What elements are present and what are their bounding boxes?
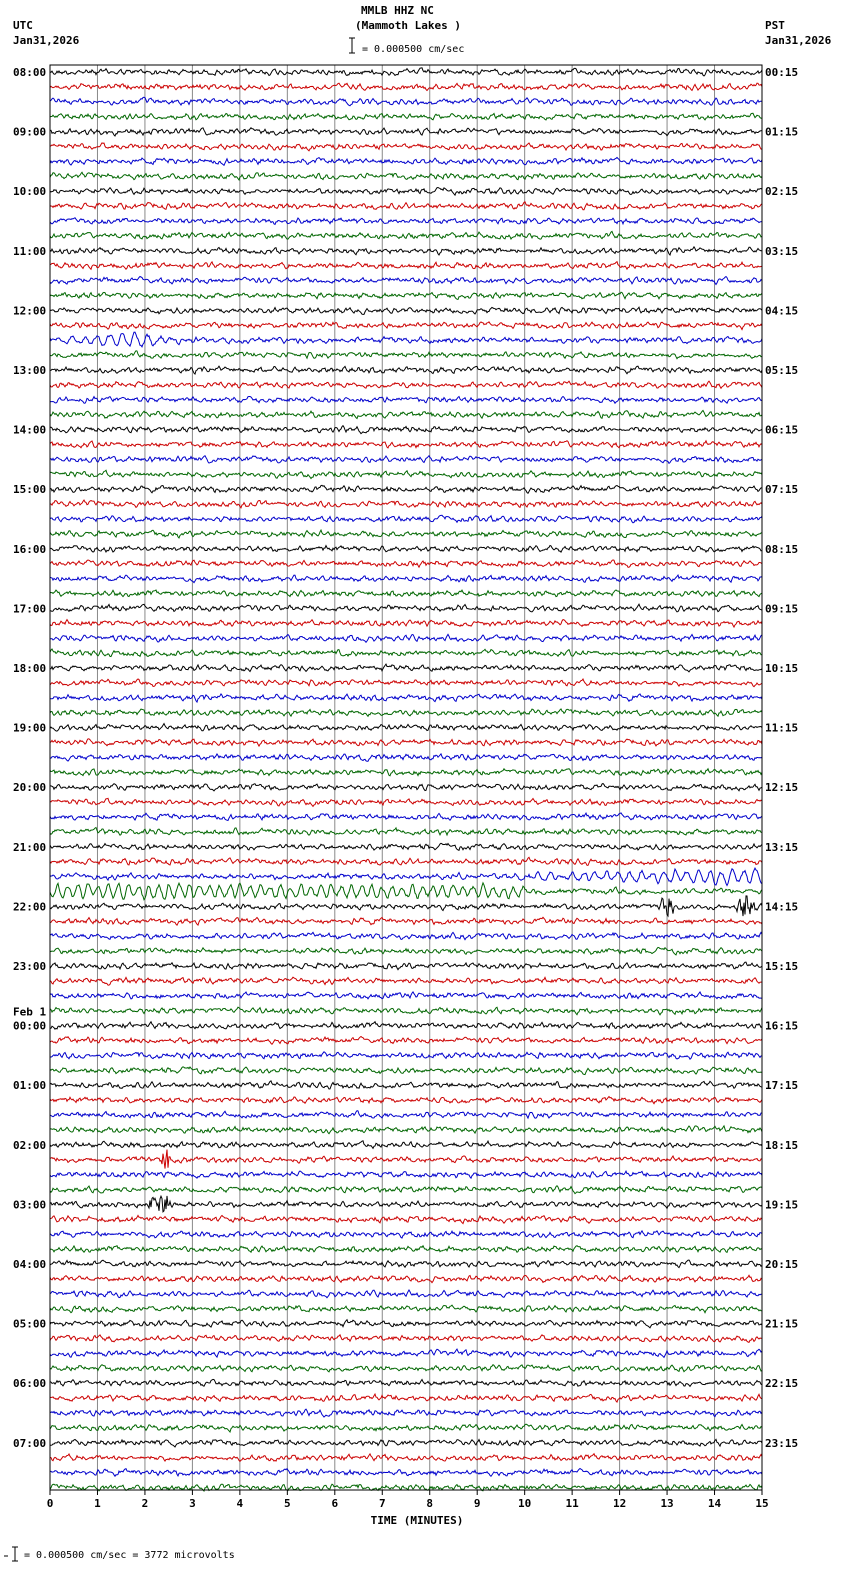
- trace-24: [50, 426, 762, 434]
- pst-label-5: 05:15: [765, 364, 799, 377]
- left-timezone: UTC: [13, 19, 33, 32]
- trace-3: [50, 113, 762, 120]
- x-tick-label-10: 10: [518, 1497, 532, 1510]
- trace-59: [50, 947, 762, 955]
- pst-label-6: 06:15: [765, 423, 799, 437]
- utc-label-22: 06:00: [13, 1377, 47, 1391]
- trace-40: [50, 664, 762, 672]
- trace-84: [50, 1320, 762, 1328]
- trace-91: [50, 1424, 762, 1432]
- trace-63: [50, 1007, 762, 1015]
- pst-label-7: 07:15: [765, 483, 799, 497]
- trace-50: [50, 813, 762, 821]
- trace-85: [50, 1335, 762, 1343]
- trace-82: [50, 1290, 762, 1298]
- trace-23: [50, 411, 762, 419]
- trace-21: [50, 381, 762, 388]
- utc-label-4: 12:00: [13, 304, 47, 318]
- trace-15: [50, 292, 762, 299]
- trace-25: [50, 441, 762, 448]
- utc-label-17: 01:00: [13, 1079, 47, 1093]
- trace-64: [50, 1022, 762, 1029]
- trace-18: [50, 332, 762, 347]
- pst-label-10: 10:15: [765, 662, 799, 675]
- trace-36: [50, 604, 762, 612]
- x-tick-label-12: 12: [612, 1497, 627, 1510]
- trace-88: [50, 1379, 762, 1386]
- trace-56: [50, 896, 762, 916]
- pst-hour-labels: [765, 66, 798, 1450]
- trace-38: [50, 634, 762, 642]
- utc-label-16: 00:00: [13, 1019, 47, 1033]
- utc-label-21: 05:00: [13, 1317, 47, 1331]
- trace-10: [50, 218, 762, 225]
- trace-11: [50, 231, 762, 239]
- trace-5: [50, 143, 762, 151]
- x-tick-label-14: 14: [707, 1497, 722, 1510]
- trace-30: [50, 515, 762, 523]
- trace-92: [50, 1439, 762, 1447]
- pst-label-2: 02:15: [765, 185, 799, 199]
- pst-label-16: 16:15: [765, 1019, 799, 1033]
- pst-label-14: 14:15: [765, 900, 799, 914]
- trace-39: [50, 649, 762, 657]
- trace-4: [50, 128, 762, 136]
- trace-22: [50, 397, 762, 404]
- trace-46: [50, 754, 762, 761]
- trace-6: [50, 158, 762, 166]
- trace-71: [50, 1126, 762, 1134]
- trace-58: [50, 932, 762, 939]
- x-axis-title: TIME (MINUTES): [370, 1514, 464, 1527]
- pst-label-0: 00:15: [765, 66, 799, 79]
- utc-label-18: 02:00: [13, 1138, 47, 1152]
- pst-label-4: 04:15: [765, 304, 799, 318]
- utc-label-19: 03:00: [13, 1198, 47, 1212]
- pst-label-3: 03:15: [765, 244, 799, 258]
- pst-label-19: 19:15: [765, 1198, 799, 1212]
- trace-16: [50, 307, 762, 314]
- utc-label-23: 07:00: [13, 1436, 47, 1450]
- trace-55: [50, 883, 762, 900]
- trace-34: [50, 575, 762, 583]
- trace-41: [50, 679, 762, 687]
- utc-label-6: 14:00: [13, 423, 47, 437]
- trace-79: [50, 1246, 762, 1253]
- utc-label-1: 09:00: [13, 125, 47, 139]
- x-tick-label-11: 11: [565, 1497, 579, 1510]
- trace-83: [50, 1305, 762, 1313]
- trace-60: [50, 962, 762, 970]
- trace-49: [50, 798, 762, 806]
- utc-label-8: 16:00: [13, 542, 47, 556]
- x-tick-label-2: 2: [141, 1497, 149, 1510]
- scale-bar-icon: [349, 38, 355, 53]
- utc-label-0: 08:00: [13, 66, 47, 79]
- utc-hour-labels: [13, 66, 46, 1450]
- trace-51: [50, 828, 762, 836]
- trace-43: [50, 709, 762, 716]
- trace-80: [50, 1260, 762, 1268]
- utc-label-20: 04:00: [13, 1258, 47, 1271]
- station-title: MMLB HHZ NC: [361, 4, 434, 17]
- x-tick-label-15: 15: [755, 1497, 769, 1510]
- trace-53: [50, 857, 762, 865]
- station-location: (Mammoth Lakes ): [355, 19, 461, 32]
- utc-label-15: 23:00: [13, 960, 47, 973]
- pst-label-17: 17:15: [765, 1079, 799, 1093]
- pst-label-12: 12:15: [765, 781, 799, 795]
- trace-20: [50, 366, 762, 374]
- trace-8: [50, 188, 762, 196]
- x-tick-label-1: 1: [94, 1497, 101, 1510]
- trace-14: [50, 277, 762, 285]
- x-tick-label-0: 0: [46, 1497, 54, 1510]
- trace-73: [50, 1150, 762, 1169]
- trace-1: [50, 83, 762, 90]
- trace-69: [50, 1097, 762, 1104]
- trace-76: [50, 1196, 762, 1212]
- x-tick-label-9: 9: [473, 1497, 481, 1510]
- trace-19: [50, 351, 762, 359]
- trace-86: [50, 1349, 762, 1357]
- trace-62: [50, 992, 762, 999]
- trace-70: [50, 1111, 762, 1118]
- trace-37: [50, 620, 762, 627]
- trace-0: [50, 68, 762, 76]
- trace-32: [50, 546, 762, 553]
- utc-label-14: 22:00: [13, 900, 47, 914]
- utc-label-10: 18:00: [13, 662, 47, 675]
- trace-29: [50, 500, 762, 508]
- trace-12: [50, 247, 762, 255]
- trace-13: [50, 262, 762, 270]
- trace-89: [50, 1394, 762, 1402]
- utc-label-5: 13:00: [13, 364, 47, 377]
- utc-label-7: 15:00: [13, 483, 47, 497]
- trace-94: [50, 1469, 762, 1477]
- pst-label-11: 11:15: [765, 721, 799, 735]
- trace-48: [50, 784, 762, 791]
- pst-label-8: 08:15: [765, 542, 799, 556]
- trace-9: [50, 202, 762, 210]
- trace-layer: [50, 68, 762, 1491]
- utc-label-13: 21:00: [13, 840, 47, 854]
- right-timezone: PST: [765, 19, 785, 32]
- trace-44: [50, 724, 762, 732]
- pst-label-9: 09:15: [765, 602, 799, 616]
- left-date: Jan31,2026: [13, 34, 80, 47]
- trace-87: [50, 1365, 762, 1372]
- x-axis: [47, 1490, 769, 1510]
- trace-26: [50, 456, 762, 464]
- trace-61: [50, 977, 762, 985]
- pst-label-1: 01:15: [765, 125, 799, 139]
- trace-35: [50, 590, 762, 597]
- x-tick-label-6: 6: [331, 1497, 339, 1510]
- trace-7: [50, 172, 762, 180]
- right-date: Jan31,2026: [765, 34, 832, 47]
- trace-45: [50, 739, 762, 746]
- x-tick-label-7: 7: [378, 1497, 386, 1510]
- pst-label-18: 18:15: [765, 1138, 799, 1152]
- trace-75: [50, 1186, 762, 1194]
- trace-90: [50, 1409, 762, 1417]
- utc-label-2: 10:00: [13, 185, 47, 199]
- trace-27: [50, 470, 762, 478]
- trace-93: [50, 1454, 762, 1462]
- footer-scale-bar-icon: [4, 1547, 18, 1561]
- trace-42: [50, 694, 762, 702]
- trace-57: [50, 917, 762, 925]
- utc-label-3: 11:00: [13, 244, 47, 258]
- utc-label-11: 19:00: [13, 721, 47, 735]
- trace-31: [50, 530, 762, 538]
- pst-label-23: 23:15: [765, 1436, 799, 1450]
- pst-label-20: 20:15: [765, 1258, 799, 1271]
- trace-65: [50, 1037, 762, 1045]
- footer-scale-text: = 0.000500 cm/sec = 3772 microvolts: [24, 1550, 235, 1561]
- date-change-label: Feb 1: [13, 1005, 47, 1019]
- trace-17: [50, 322, 762, 330]
- pst-label-22: 22:15: [765, 1377, 799, 1391]
- pst-label-13: 13:15: [765, 840, 799, 854]
- trace-67: [50, 1067, 762, 1075]
- trace-2: [50, 97, 762, 106]
- trace-72: [50, 1141, 762, 1149]
- x-tick-label-13: 13: [660, 1497, 674, 1510]
- pst-label-21: 21:15: [765, 1317, 799, 1331]
- trace-81: [50, 1275, 762, 1282]
- trace-78: [50, 1231, 762, 1238]
- trace-68: [50, 1081, 762, 1089]
- trace-77: [50, 1215, 762, 1223]
- trace-28: [50, 485, 762, 493]
- x-tick-label-8: 8: [426, 1497, 434, 1510]
- scale-text: = 0.000500 cm/sec: [362, 44, 465, 55]
- x-tick-label-5: 5: [284, 1497, 291, 1510]
- pst-label-15: 15:15: [765, 960, 799, 973]
- trace-66: [50, 1052, 762, 1059]
- trace-33: [50, 560, 762, 568]
- utc-label-12: 20:00: [13, 781, 47, 795]
- x-tick-label-4: 4: [236, 1497, 244, 1510]
- x-tick-label-3: 3: [189, 1497, 196, 1510]
- trace-52: [50, 843, 762, 850]
- trace-74: [50, 1171, 762, 1178]
- trace-47: [50, 769, 762, 776]
- trace-54: [50, 868, 762, 885]
- utc-label-9: 17:00: [13, 602, 47, 616]
